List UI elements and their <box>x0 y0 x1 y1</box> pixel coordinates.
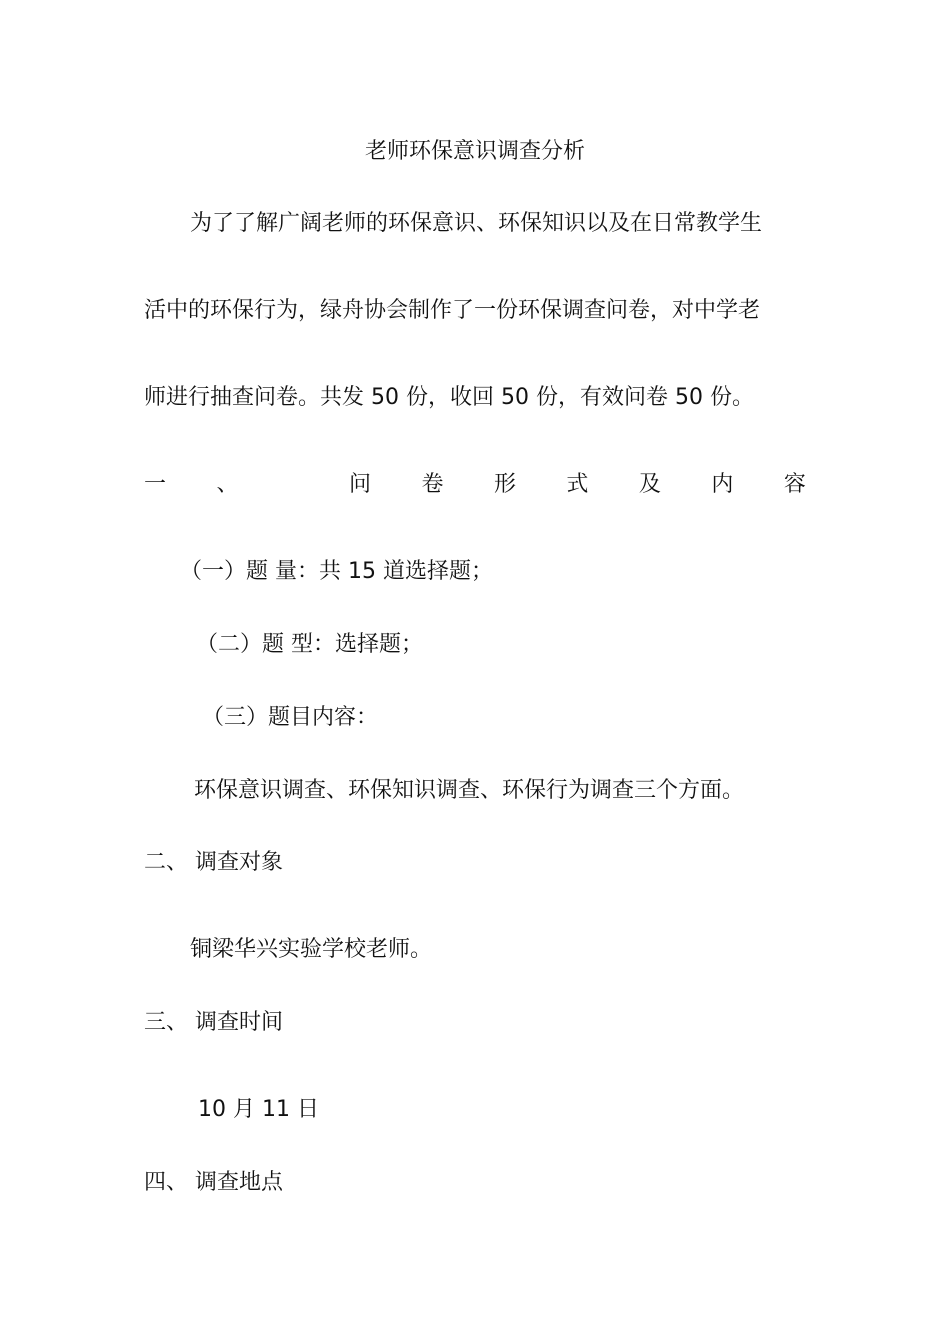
section-1-heading <box>144 470 806 500</box>
intro-line-3: 师进行抽查问卷。共发 50 份，收回 50 份，有效问卷 50 份。 <box>144 385 754 410</box>
document-title: 老师环保意识调查分析 <box>364 139 585 164</box>
intro-line-1: 为了了解广阔老师的环保意识、环保知识以及在日常教学生 <box>190 211 763 236</box>
section-1-item-2: （二）题 型：选择题； <box>196 632 423 657</box>
section-4-heading: 四、 调查地点 <box>144 1170 283 1195</box>
section-1-heading-char: 内 <box>711 472 734 497</box>
section-1-heading-char: 形 <box>493 472 516 497</box>
section-3-body: 10 月 11 日 <box>198 1097 319 1122</box>
section-3-heading: 三、 调查时间 <box>144 1010 283 1035</box>
section-1-item-1: （一）题 量：共 15 道选择题； <box>180 559 493 584</box>
section-2-heading: 二、 调查对象 <box>144 850 283 875</box>
section-2-body: 铜梁华兴实验学校老师。 <box>190 937 433 962</box>
section-1-heading-char: 及 <box>638 472 661 497</box>
section-1-heading-char: 容 <box>783 472 806 497</box>
section-1-content: 环保意识调查、环保知识调查、环保行为调查三个方面。 <box>194 778 745 803</box>
section-1-item-3: （三）题目内容： <box>202 705 379 730</box>
section-1-heading-char: 式 <box>566 472 589 497</box>
section-1-heading-char: 问 <box>348 472 371 497</box>
section-1-heading-char: 卷 <box>421 472 444 497</box>
intro-line-2: 活中的环保行为，绿舟协会制作了一份环保调查问卷，对中学老 <box>144 298 761 323</box>
section-1-heading-char: 一 <box>144 472 167 497</box>
section-1-heading-char: 、 <box>216 472 239 497</box>
